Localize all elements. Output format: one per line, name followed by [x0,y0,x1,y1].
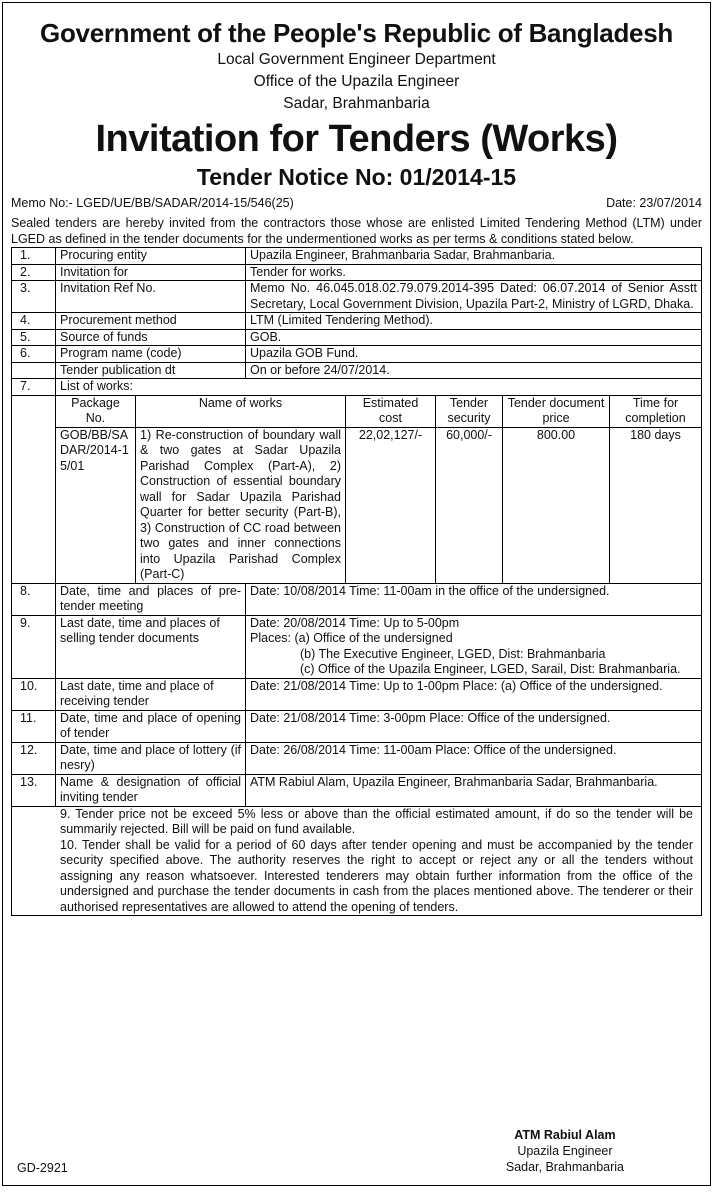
row-label: Last date, time and places of selling tender documents [56,615,246,678]
header-security: Tender security [436,396,503,428]
tender-notice [2,2,711,1186]
row-label: Name & designation of official inviting tender [56,774,246,806]
note-price-limit: 9. Tender price not be exceed 5% less or above than the official estimated amount, if do so the tender will be summarily rejected. Bill will be paid on fund available. [60,806,693,836]
row-label: Date, time and places of pre-tender meeting [56,584,246,616]
note-validity: 10. Tender shall be valid for a period of 60 days after tender opening and must be accompanied by the tender security specified above. The authority reserves the right to accept or reject any or all the tenders without assigning any reason whatsoever. Interested tenderers may obtain further information from the office of the undersigned and purchase the tender documents in cash from the places mentioned above. The tenderer or their authorised representatives are allowed to attend the opening of tenders. [60,837,693,914]
row-number: 2. [12,264,56,281]
row-value: Date: 26/08/2014 Time: 11-00am Place: Office of the undersigned. [246,742,702,774]
table-row [12,346,702,363]
tender-table [11,247,702,396]
government-heading: Government of the People's Republic of Bangladesh [40,18,673,48]
document-price: 800.00 [503,427,610,583]
gd-code: GD-2921 [17,1161,68,1175]
row-label: Date, time and place of lottery (if nesry) [56,742,246,774]
row-label: Invitation for [56,264,246,281]
row-number: 6. [12,346,56,363]
table-row [12,379,702,396]
header-time: Time for completion [610,396,702,428]
row-number: 10. [12,678,56,710]
memo-date: Date: 23/07/2014 [606,196,702,210]
row-number: 13. [12,774,56,806]
row-number: 3. [12,281,56,313]
header-cost: Estimated cost [346,396,436,428]
memo-number: Memo No:- LGED/UE/BB/SADAR/2014-15/546(25) [11,196,294,210]
header-name: Name of works [136,396,346,428]
table-row [12,264,702,281]
table-row [12,313,702,330]
row-number [12,362,56,379]
row-number: 5. [12,329,56,346]
row-value: Date: 10/08/2014 Time: 11-00am in the office of the undersigned. [246,584,702,616]
row-label: Last date, time and place of receiving tender [56,678,246,710]
header-price: Tender document price [503,396,610,428]
row-label: Procuring entity [56,248,246,265]
table-row [12,710,702,742]
table-row [12,742,702,774]
row-label: Invitation Ref No. [56,281,246,313]
row-label: Procurement method [56,313,246,330]
row-value: On or before 24/07/2014. [246,362,702,379]
table-row [12,362,702,379]
row-label: Tender publication dt [56,362,246,379]
header-package: Package No. [56,396,136,428]
row-number: 4. [12,313,56,330]
table-row [12,774,702,806]
row-label: Source of funds [56,329,246,346]
terms-notes [11,807,702,917]
package-number: GOB/BB/SADAR/2014-15/01 [56,427,136,583]
department-line: Local Government Engineer Department [217,51,496,68]
table-row [12,584,702,616]
selling-date: Date: 20/08/2014 Time: Up to 5-00pm [250,615,460,630]
schedule-table [11,584,702,807]
signatory-name: ATM Rabiul Alam [514,1128,616,1142]
row-value: Date: 21/08/2014 Time: 3-00pm Place: Office of the undersigned. [246,710,702,742]
signatory-location: Sadar, Brahmanbaria [505,1160,624,1174]
row-value: Upazila GOB Fund. [246,346,702,363]
row-label: List of works: [56,379,702,396]
row-value: Upazila Engineer, Brahmanbaria Sadar, Brahmanbaria. [246,248,702,265]
signature-block [506,1127,624,1175]
table-row [12,248,702,265]
notice-number: Tender Notice No: 01/2014-15 [196,164,517,190]
row-value [246,615,702,678]
signatory-designation: Upazila Engineer [517,1144,613,1158]
row-value: ATM Rabiul Alam, Upazila Engineer, Brahmanbaria Sadar, Brahmanbaria. [246,774,702,806]
row-number: 12. [12,742,56,774]
completion-time: 180 days [610,427,702,583]
row-value: Memo No. 46.045.018.02.79.079.2014-395 Dated: 06.07.2014 of Senior Asstt Secretary, Local Government Division, Upazila Part-2, Ministry of LGRD, Dhaka. [246,281,702,313]
table-row [12,281,702,313]
works-header-row [12,396,702,428]
row-label: Date, time and place of opening of tender [56,710,246,742]
selling-place-b: (b) The Executive Engineer, LGED, Dist: Brahmanbaria [300,646,606,661]
office-line: Office of the Upazila Engineer [253,73,460,90]
row-number: 9. [12,615,56,678]
row-number: 8. [12,584,56,616]
row-label: Program name (code) [56,346,246,363]
memo-line [11,195,702,211]
row-value: Tender for works. [246,264,702,281]
row-number: 7. [12,379,56,396]
table-row [12,678,702,710]
table-row [12,427,702,583]
location-line: Sadar, Brahmanbaria [283,95,430,112]
selling-place-a: Places: (a) Office of the undersigned [250,631,453,645]
tender-security: 60,000/- [436,427,503,583]
page-title: Invitation for Tenders (Works) [95,118,618,160]
intro-paragraph: Sealed tenders are hereby invited from the contractors those whose are enlisted Limited Tendering Method (LTM) under LGED as defined in the tender documents for the undermentioned works as per terms & conditions stated below. [11,216,702,246]
works-table [11,396,702,584]
table-row [12,329,702,346]
row-number: 1. [12,248,56,265]
row-value: Date: 21/08/2014 Time: Up to 1-00pm Place: (a) Office of the undersigned. [246,678,702,710]
row-value: LTM (Limited Tendering Method). [246,313,702,330]
estimated-cost: 22,02,127/- [346,427,436,583]
selling-place-c: (c) Office of the Upazila Engineer, LGED, Sarail, Dist: Brahmanbaria. [300,662,681,676]
row-value: GOB. [246,329,702,346]
work-name: 1) Re-construction of boundary wall & two gates at Sadar Upazila Parishad Complex (Part-A), 2) Construction of essential boundary wall for Sadar Upazila Parishad Quarter for better security (Part-B), 3) Construction of CC road between two gates and inner connections into Upazila Parishad Complex (Part-C) [136,427,346,583]
row-number: 11. [12,710,56,742]
table-row [12,615,702,678]
